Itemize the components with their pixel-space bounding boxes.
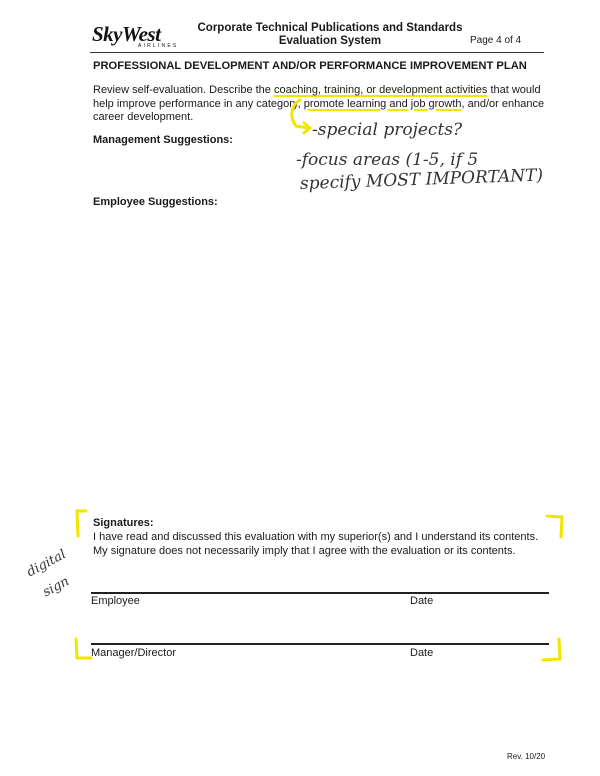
- margin-note-sign: sign: [40, 573, 72, 601]
- handwritten-note-2: -focus areas (1-5, if 5: [296, 150, 479, 170]
- manager-signature-label: Manager/Director: [91, 647, 176, 659]
- signatures-statement-line1: I have read and discussed this evaluation with my superior(s) and I understand its contents.: [93, 531, 539, 543]
- handwritten-note-3: specify MOST IMPORTANT): [299, 165, 544, 194]
- yellow-bracket-bottom-right: [540, 636, 564, 664]
- header-title-line2: Evaluation System: [278, 35, 382, 47]
- margin-note-digital: digital: [24, 547, 69, 581]
- yellow-bracket-top-left: [74, 508, 88, 538]
- header-rule: [90, 52, 544, 53]
- handwritten-note-1: -special projects?: [312, 120, 463, 140]
- manager-signature-line[interactable]: [91, 643, 549, 645]
- signatures-heading: Signatures:: [93, 517, 154, 529]
- employee-signature-line[interactable]: [91, 592, 549, 594]
- skywest-logo: [92, 22, 184, 50]
- manager-date-label: Date: [410, 647, 434, 659]
- employee-suggestions-label: Employee Suggestions:: [93, 196, 218, 208]
- signatures-statement: [93, 531, 553, 558]
- employee-date-label: Date: [410, 595, 434, 607]
- management-suggestions-label: Management Suggestions:: [93, 134, 233, 146]
- logo-subtitle: AIRLINES: [138, 43, 179, 49]
- review-highlight-2: promote learning and job growth: [303, 97, 462, 110]
- employee-signature-label: Employee: [91, 595, 140, 607]
- signatures-statement-line2: My signature does not necessarily imply that I agree with the evaluation or its contents.: [93, 544, 516, 557]
- revision-label: Rev. 10/20: [507, 752, 546, 761]
- review-highlight-1: coaching, training, or development activities: [273, 84, 488, 96]
- section-title: PROFESSIONAL DEVELOPMENT AND/OR PERFORMANCE IMPROVEMENT PLAN: [93, 60, 527, 72]
- logo-wordmark: SkyWest: [92, 22, 161, 46]
- review-text-1: Review self-evaluation. Describe the: [93, 84, 274, 96]
- page-number: Page 4 of 4: [470, 35, 522, 46]
- review-text-3: , and/or enhance career development.: [93, 97, 545, 123]
- review-text-2: that would help improve performance in any category,: [93, 84, 541, 110]
- header-title-line1: Corporate Technical Publications and Standards: [197, 22, 463, 34]
